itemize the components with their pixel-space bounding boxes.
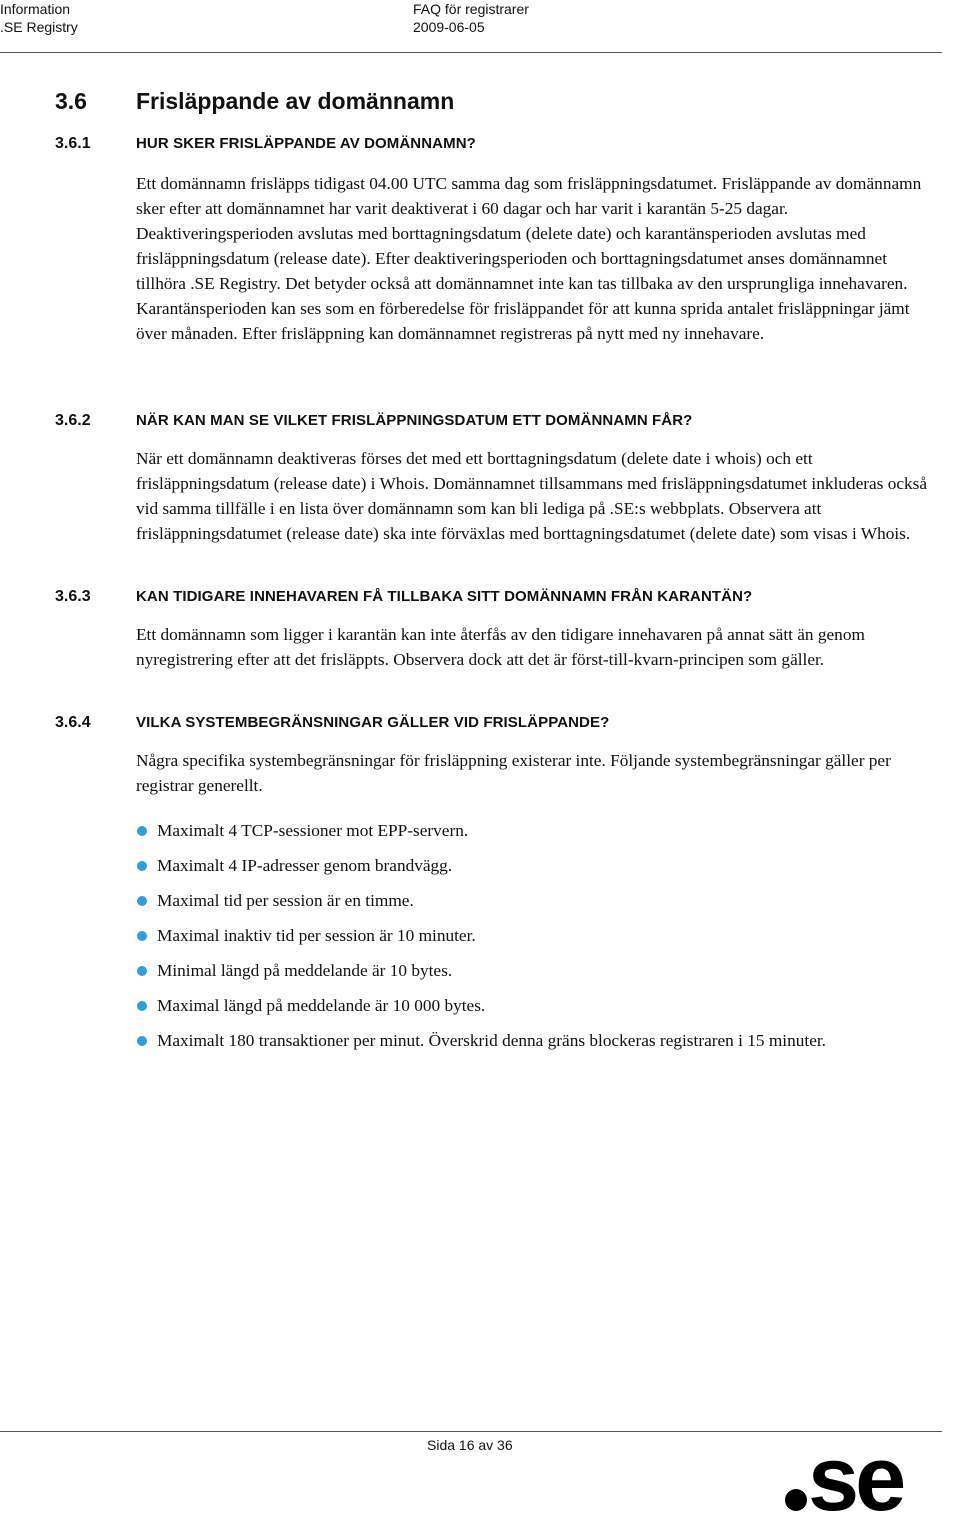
- list-item: [136, 958, 941, 983]
- paragraph-364: Några specifika systembegränsningar för frisläppning existerar inte. Följande systembegränsningar gäller per registrar generellt.: [136, 751, 891, 795]
- page-header: [0, 0, 960, 56]
- bullet-dot-icon: [137, 1001, 147, 1011]
- subsection-title: KAN TIDIGARE INNEHAVAREN FÅ TILLBAKA SITT DOMÄNNAMN FRÅN KARANTÄN?: [136, 588, 753, 605]
- header-info: Information: [0, 1, 71, 17]
- subsection-number: 3.6.3: [55, 588, 91, 605]
- section-title: Frisläppande av domännamn: [136, 88, 455, 114]
- list-item: [136, 993, 941, 1018]
- bullet-dot-icon: [137, 826, 147, 836]
- list-item-text: Minimal längd på meddelande är 10 bytes.: [157, 961, 453, 980]
- list-item: [136, 818, 941, 843]
- subsection-number: 3.6.1: [55, 135, 91, 152]
- subsection-title: VILKA SYSTEMBEGRÄNSNINGAR GÄLLER VID FRISLÄPPANDE?: [136, 714, 610, 731]
- bullet-dot-icon: [137, 966, 147, 976]
- subsection-title: HUR SKER FRISLÄPPANDE AV DOMÄNNAMN?: [136, 135, 476, 152]
- list-item: [136, 1028, 941, 1053]
- paragraph-362: När ett domännamn deaktiveras förses det med ett borttagningsdatum (delete date i whois) och ett frisläppningsdatum (release date) i Whois. Domännamnet tillsammans med frisläppningsdatumet inkluderas också vid samma tillfälle i en lista över domännamn som kan bli lediga på .SE:s webbplats. Observera att frisläppningsdatumet (release date) ska inte förväxlas med borttagningsdatumet (delete date) som visas i Whois.: [136, 449, 928, 543]
- header-date: 2009-06-05: [413, 19, 485, 35]
- header-divider: [0, 52, 942, 53]
- subsection-number: 3.6.2: [55, 412, 91, 429]
- section-number: 3.6: [55, 88, 87, 114]
- paragraph-361: Ett domännamn frisläpps tidigast 04.00 UTC samma dag som frisläppningsdatumet. Frisläppande av domännamn sker efter att domännamnet har varit deaktiverat i 60 dagar och har varit i karantän 5-25 dagar. Deaktiveringsperioden avslutas med borttagningsdatum (delete date) och karantänsperioden avslutas med frisläppningsdatum (release date). Efter deaktiveringsperioden och borttagningsdatumet anses domännamnet tillhöra .SE Registry. Det betyder också att domännamnet inte kan tas tillbaka av den ursprungliga innehavaren. Karantänsperioden kan ses som en förberedelse för frisläppandet för att kunna sprida antalet frisläppningar jämt över månaden. Efter frisläppning kan domännamnet registreras på nytt med ny innehavare.: [136, 174, 922, 343]
- limits-list: [136, 818, 941, 1063]
- list-item-text: Maximalt 180 transaktioner per minut. Överskrid denna gräns blockeras registraren i 15 minuter.: [157, 1031, 826, 1050]
- list-item: [136, 853, 941, 878]
- bullet-dot-icon: [137, 931, 147, 941]
- bullet-dot-icon: [137, 1036, 147, 1046]
- svg-text:se: se: [808, 1438, 903, 1514]
- list-item-text: Maximal tid per session är en timme.: [157, 891, 414, 910]
- se-logo: [782, 1438, 954, 1514]
- list-item-text: Maximalt 4 IP-adresser genom brandvägg.: [157, 856, 453, 875]
- footer-divider: [0, 1431, 942, 1432]
- bullet-dot-icon: [137, 896, 147, 906]
- page-number: Sida 16 av 36: [427, 1437, 513, 1453]
- list-item: [136, 888, 941, 913]
- list-item: [136, 923, 941, 948]
- list-item-text: Maximal inaktiv tid per session är 10 minuter.: [157, 926, 476, 945]
- header-doc-title: FAQ för registrarer: [413, 1, 529, 17]
- bullet-dot-icon: [137, 861, 147, 871]
- list-item-text: Maximalt 4 TCP-sessioner mot EPP-servern.: [157, 821, 469, 840]
- subsection-number: 3.6.4: [55, 714, 91, 731]
- header-registry: .SE Registry: [0, 19, 78, 35]
- list-item-text: Maximal längd på meddelande är 10 000 bytes.: [157, 996, 486, 1015]
- paragraph-363: Ett domännamn som ligger i karantän kan inte återfås av den tidigare innehavaren på annat sätt än genom nyregistrering efter att det frisläppts. Observera dock att det är först-till-kvarn-principen som gäller.: [136, 625, 865, 669]
- subsection-title: NÄR KAN MAN SE VILKET FRISLÄPPNINGSDATUM ETT DOMÄNNAMN FÅR?: [136, 412, 693, 429]
